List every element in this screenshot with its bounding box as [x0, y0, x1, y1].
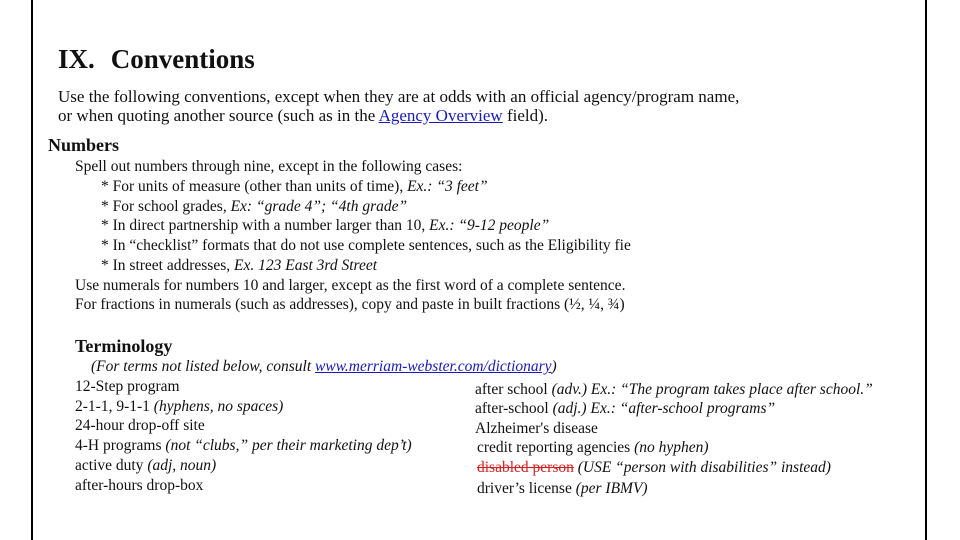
term-note: (adj, noun) [147, 457, 217, 474]
case-example: Ex.: “9-12 people” [429, 217, 550, 234]
term-note: (adv.) Ex.: “The program takes place after school.” [551, 381, 873, 398]
intro-line-1: Use the following conventions, except when they are at odds with an official agency/program name, [58, 87, 740, 106]
section-title-text: Conventions [110, 44, 255, 74]
term-left-4 [75, 438, 412, 454]
case-text: * For school grades, [101, 198, 231, 215]
section-number: IX. [58, 44, 95, 74]
term-text: 12-Step program [75, 378, 180, 395]
term-left-1 [75, 379, 180, 395]
term-right-3 [475, 421, 598, 437]
term-text: after-hours drop-box [75, 477, 204, 494]
term-right-5 [477, 460, 831, 476]
intro-line-2 [58, 107, 548, 124]
term-text: credit reporting agencies [477, 439, 635, 456]
term-note: (no hyphen) [634, 439, 709, 456]
term-text: after-school [475, 400, 553, 417]
term-left-2 [75, 399, 283, 415]
numbers-lead: Spell out numbers through nine, except in the following cases: [75, 158, 463, 175]
term-note: (adj.) Ex.: “after-school programs” [552, 400, 776, 417]
terminology-heading: Terminology [75, 336, 173, 356]
case-example: Ex. 123 East 3rd Street [234, 257, 378, 274]
merriam-webster-link[interactable]: www.merriam-webster.com/dictionary [315, 358, 552, 375]
term-left-6 [75, 478, 203, 494]
term-text-struck: disabled person [477, 459, 574, 476]
term-right-1 [475, 382, 873, 398]
case-example: Ex: “grade 4”; “4th grade” [230, 198, 408, 215]
section-title [58, 46, 255, 73]
intro-line-2-after: field). [502, 106, 549, 125]
term-note: (USE “person with disabilities” instead) [573, 459, 831, 476]
case-text: * In direct partnership with a number larger than 10, [101, 217, 430, 234]
numbers-case-4 [101, 238, 683, 254]
term-text: driver’s license [477, 480, 576, 497]
term-text: 24-hour drop-off site [75, 417, 205, 434]
term-left-3 [75, 418, 205, 434]
term-note: (per IBMV) [575, 480, 648, 497]
term-right-4 [477, 440, 709, 456]
term-text: Alzheimer's disease [475, 420, 598, 437]
term-text: 2-1-1, 9-1-1 [75, 398, 154, 415]
terminology-consult [91, 359, 557, 375]
intro-line-2-before: or when quoting another source (such as in the [58, 106, 379, 125]
case-example: Ex.: “3 feet” [407, 178, 488, 195]
numbers-case-5 [101, 258, 377, 274]
term-text: after school [475, 381, 552, 398]
case-text: * In “checklist” formats that do not use complete sentences, such as the Eligibility fie [101, 238, 631, 254]
numbers-rule-2: For fractions in numerals (such as addresses), copy and paste in built fractions (½, ¼, ¾) [75, 296, 625, 313]
case-text: * For units of measure (other than units of time), [101, 178, 408, 195]
term-note: (hyphens, no spaces) [153, 398, 284, 415]
term-right-6 [477, 481, 648, 497]
numbers-case-3 [101, 218, 549, 234]
numbers-rule-1: Use numerals for numbers 10 and larger, except as the first word of a complete sentence. [75, 277, 626, 294]
page-border-left [31, 0, 33, 540]
numbers-case-1 [101, 179, 488, 195]
term-left-5 [75, 458, 216, 474]
consult-after: ) [551, 358, 557, 375]
numbers-case-2 [101, 199, 407, 215]
term-right-2 [475, 401, 775, 417]
term-note: (not “clubs,” per their marketing dep’t) [165, 437, 412, 454]
consult-before: (For terms not listed below, consult [91, 358, 316, 375]
case-text: * In street addresses, [101, 257, 234, 274]
term-text: active duty [75, 457, 148, 474]
page-border-right [925, 0, 927, 540]
term-text: 4-H programs [75, 437, 166, 454]
numbers-heading: Numbers [48, 135, 119, 155]
agency-overview-link[interactable]: Agency Overview [378, 106, 503, 125]
